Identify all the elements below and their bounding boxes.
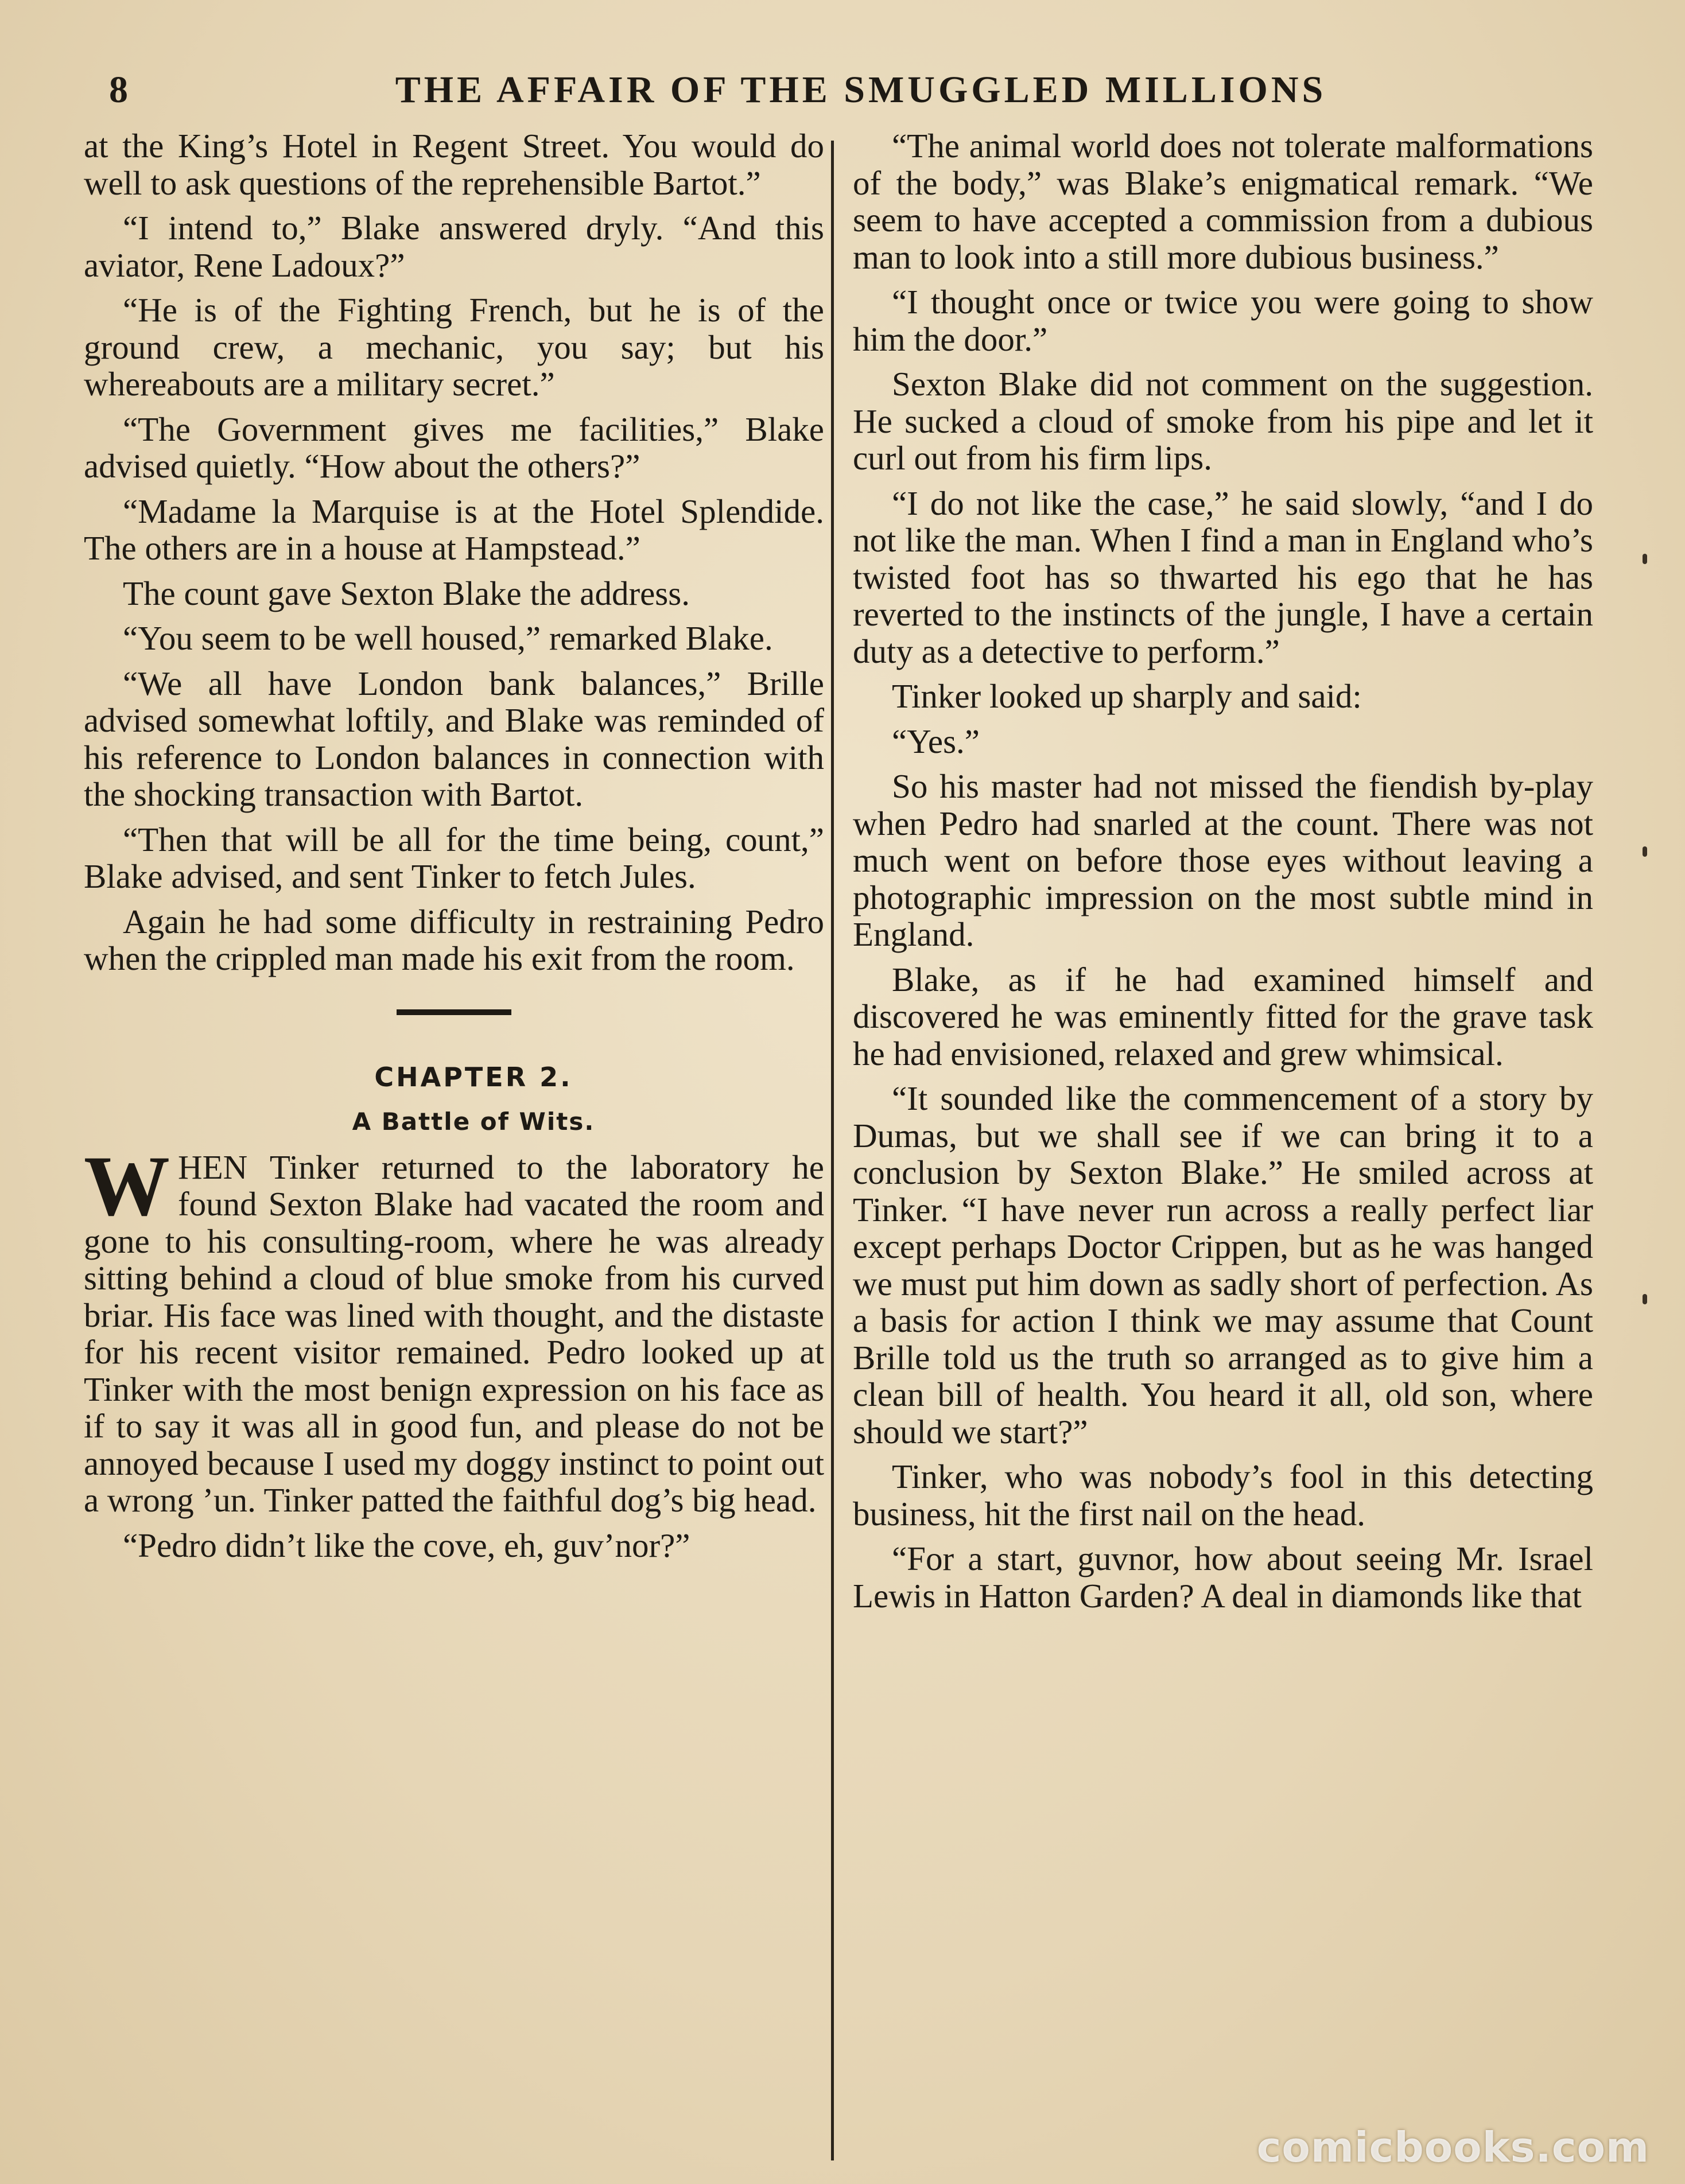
drop-cap: W bbox=[84, 1138, 170, 1234]
paragraph: “The animal world does not tolerate malformations of the body,” was Blake’s enigmatical remark. “We seem to have accepted a commission from a dubious man to look into a still more dubious business.” bbox=[853, 127, 1593, 276]
section-divider bbox=[397, 1009, 511, 1015]
paragraph: Again he had some difficulty in restraining Pedro when the crippled man made his exit from the room. bbox=[84, 902, 824, 977]
paragraph: “I thought once or twice you were going to show him the door.” bbox=[853, 283, 1593, 358]
paragraph: “Then that will be all for the time being, count,” Blake advised, and sent Tinker to fetch Jules. bbox=[84, 820, 824, 895]
paragraph: Tinker looked up sharply and said: bbox=[892, 677, 1362, 715]
paragraph-text: HEN Tinker returned to the laboratory he found Sexton Blake had vacated the room and gone to his consulting-room, where he was already sitting behind a cloud of blue smoke from his curved briar. His face was lined with thought, and the distaste for his recent visitor remained. Pedro looked up at Tinker with the most benign expression on his face as if to say it was all in good fun, and please do not be annoyed because I used my doggy instinct to point out a wrong ’un. Tinker patted the faithful dog’s big head. bbox=[84, 1148, 824, 1519]
margin-mark bbox=[1643, 1294, 1647, 1304]
chapter-title: A Battle of Wits. bbox=[352, 1107, 595, 1136]
paragraph: Blake, as if he had examined himself and discovered he was eminently fitted for the grave task he had envisioned, relaxed and grew whimsical. bbox=[853, 960, 1593, 1072]
watermark: comicbooks.com bbox=[1256, 2123, 1649, 2171]
paragraph: Tinker, who was nobody’s fool in this detecting business, hit the first nail on the head. bbox=[853, 1458, 1593, 1533]
paragraph: “It sounded like the commencement of a story by Dumas, but we shall see if we can bring it to a conclusion by Sexton Blake.” He smiled across at Tinker. “I have never run across a really perfect liar except perhaps Doctor Crippen, but as he was hanged we must put him down as sadly short of perfection. As a basis for action I think we may assume that Count Brille told us the truth so arranged as to give him a clean bill of health. You heard it all, old son, where should we start?” bbox=[853, 1079, 1593, 1451]
right-column bbox=[853, 127, 1593, 1622]
paragraph: “You seem to be well housed,” remarked Blake. bbox=[123, 619, 773, 657]
book-title: THE AFFAIR OF THE SMUGGLED MILLIONS bbox=[395, 69, 1327, 111]
paragraph: So his master had not missed the fiendish by-play when Pedro had snarled at the count. There was not much went on before those eyes without leaving a photographic impression on the most subtle mind in England. bbox=[853, 767, 1593, 953]
column-divider bbox=[831, 141, 834, 2160]
paragraph: “For a start, guvnor, how about seeing Mr. Israel Lewis in Hatton Garden? A deal in diamonds like that bbox=[853, 1540, 1593, 1615]
margin-mark bbox=[1643, 554, 1647, 564]
chapter-opening-paragraph bbox=[84, 1138, 824, 1519]
paragraph: The count gave Sexton Blake the address. bbox=[123, 574, 690, 612]
page-number: 8 bbox=[109, 69, 128, 111]
paragraph: “We all have London bank balances,” Brille advised somewhat loftily, and Blake was reminded of his reference to London balances in connection with the shocking transaction with Bartot. bbox=[84, 664, 824, 813]
paragraph: “The Government gives me facilities,” Blake advised quietly. “How about the others?” bbox=[84, 410, 824, 485]
running-head bbox=[109, 64, 1578, 116]
paragraph: at the King’s Hotel in Regent Street. You would do well to ask questions of the reprehensible Bartot.” bbox=[84, 127, 824, 202]
paragraph: “Yes.” bbox=[892, 722, 980, 760]
paragraph: “Pedro didn’t like the cove, eh, guv’nor?” bbox=[123, 1526, 690, 1564]
left-column bbox=[84, 127, 824, 1572]
paragraph: “I do not like the case,” he said slowly, “and I do not like the man. When I find a man in England who’s twisted foot has so thwarted his ego that he has reverted to the instincts of the jungle, I have a certain duty as a detective to perform.” bbox=[853, 484, 1593, 670]
margin-mark bbox=[1643, 846, 1647, 857]
chapter-number: CHAPTER 2. bbox=[374, 1061, 573, 1093]
paragraph: “I intend to,” Blake answered dryly. “And this aviator, Rene Ladoux?” bbox=[84, 209, 824, 284]
paragraph: “He is of the Fighting French, but he is of the ground crew, a mechanic, you say; but his whereabouts are a military secret.” bbox=[84, 291, 824, 403]
paragraph: “Madame la Marquise is at the Hotel Splendide. The others are in a house at Hampstead.” bbox=[84, 492, 824, 567]
paragraph: Sexton Blake did not comment on the suggestion. He sucked a cloud of smoke from his pipe and let it curl out from his firm lips. bbox=[853, 365, 1593, 477]
